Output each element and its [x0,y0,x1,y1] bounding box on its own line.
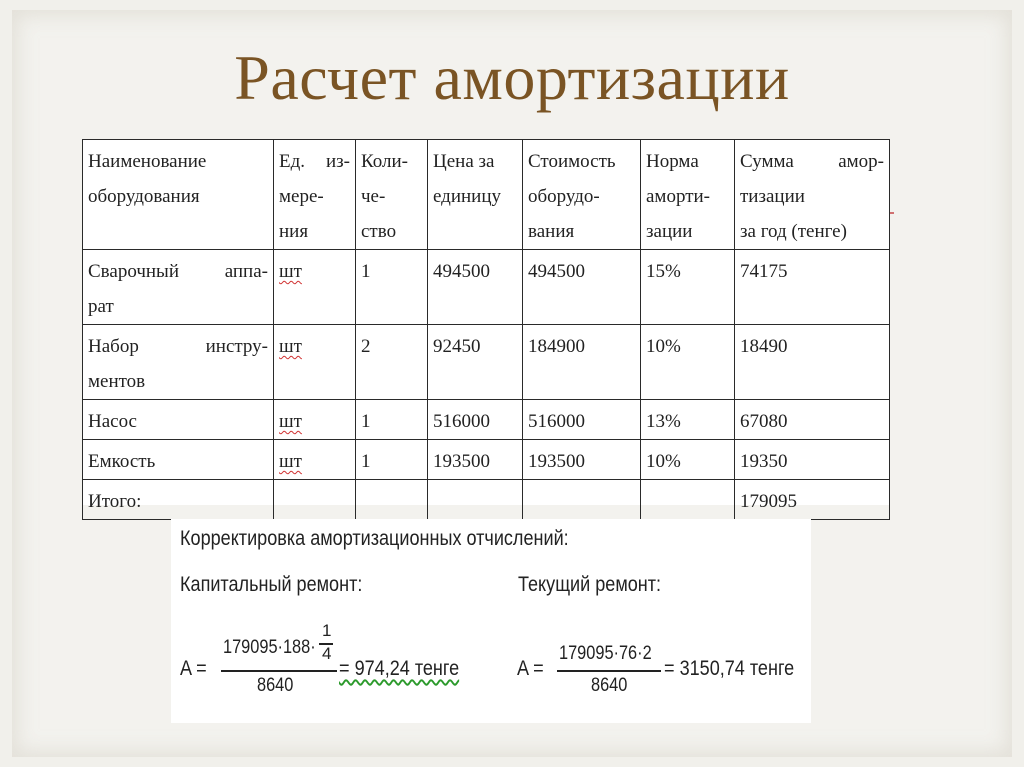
header-line: Сумма амор- [740,151,884,172]
cell-total-label: Итого: [83,480,274,520]
cell-quantity: 1 [356,440,428,480]
cell-empty [356,480,428,520]
capital-formula-result: = 974,24 тенге [339,657,460,680]
cell-price: 92450 [428,325,523,400]
table-row [83,250,890,325]
cell-total-sum: 179095 [735,480,890,520]
cell-quantity: 1 [356,250,428,325]
header-line: зации [646,221,693,242]
table-header-row [83,140,890,250]
header-line: вания [528,221,575,242]
header-line: ния [279,221,309,242]
header-line: Ед. из- [279,151,350,172]
cell-price: 516000 [428,400,523,440]
cell-price: 494500 [428,250,523,325]
capital-formula-fraction-bar [221,670,337,672]
current-formula-numerator: 179095·76·2 [559,643,652,664]
cell-sum: 19350 [735,440,890,480]
table-row [83,440,890,480]
name-line: ментов [88,371,146,392]
cell-unit [274,250,356,325]
header-unit [274,140,356,250]
cell-quantity: 2 [356,325,428,400]
name-line: Сварочный аппа- [88,261,268,282]
capital-formula-frac-numerator: 1 [322,621,332,640]
header-line: оборудо- [528,186,600,207]
name-line: Набор инстру- [88,336,268,357]
cell-quantity: 1 [356,400,428,440]
capital-repair-label: Капитальный ремонт: [180,573,363,596]
header-line: че- [361,186,386,207]
cell-rate: 15% [641,250,735,325]
formula-panel [171,519,811,723]
cell-unit [274,400,356,440]
header-line: за год (тенге) [740,221,847,242]
header-annual-sum [735,140,890,250]
slide-title: Расчет амортизации [234,42,790,113]
capital-formula-numerator: 179095·188· [223,637,316,658]
depreciation-table-container [82,139,889,512]
cell-cost: 193500 [523,440,641,480]
header-line: Коли- [361,151,408,172]
header-line: тизации [740,186,805,207]
cell-name [83,250,274,325]
cell-name [83,400,274,440]
capital-formula-frac-denominator: 4 [322,644,332,663]
header-line: мере- [279,186,324,207]
unit-text: шт [279,261,302,282]
cell-empty [428,480,523,520]
current-repair-label: Текущий ремонт: [518,573,662,596]
header-rate [641,140,735,250]
header-line: Стоимость [528,151,616,172]
cell-unit [274,325,356,400]
current-formula-result: = 3150,74 тенге [664,657,795,680]
header-price [428,140,523,250]
header-line: Наименование [88,151,207,172]
name-line: Емкость [88,451,156,472]
current-formula-denominator: 8640 [591,675,628,696]
header-line: Цена за [433,151,495,172]
cell-rate: 13% [641,400,735,440]
header-cost [523,140,641,250]
unit-text: шт [279,451,302,472]
cell-cost: 494500 [523,250,641,325]
cell-name [83,440,274,480]
current-formula-lhs: A = [517,657,544,680]
header-line: аморти- [646,186,711,207]
header-line: единицу [433,186,502,207]
header-quantity [356,140,428,250]
table-row [83,325,890,400]
cell-sum: 74175 [735,250,890,325]
cell-price: 193500 [428,440,523,480]
formula-heading: Корректировка амортизационных отчислений: [180,527,569,550]
cell-rate: 10% [641,325,735,400]
table-total-row [83,480,890,520]
header-line: оборудования [88,186,200,207]
cell-empty [641,480,735,520]
header-line: ство [361,221,397,242]
cell-unit [274,440,356,480]
unit-text: шт [279,336,302,357]
cell-rate: 10% [641,440,735,480]
cell-empty [523,480,641,520]
current-formula-fraction-bar [557,670,661,672]
cell-name [83,325,274,400]
header-line: Норма [646,151,699,172]
depreciation-table [82,139,890,520]
table-row [83,400,890,440]
cell-sum: 67080 [735,400,890,440]
cell-cost: 184900 [523,325,641,400]
name-line: рат [88,296,114,317]
capital-formula-denominator: 8640 [257,675,294,696]
name-line: Насос [88,411,137,432]
capital-formula-lhs: A = [180,657,207,680]
header-name [83,140,274,250]
cell-cost: 516000 [523,400,641,440]
unit-text: шт [279,411,302,432]
cell-sum: 18490 [735,325,890,400]
cell-empty [274,480,356,520]
